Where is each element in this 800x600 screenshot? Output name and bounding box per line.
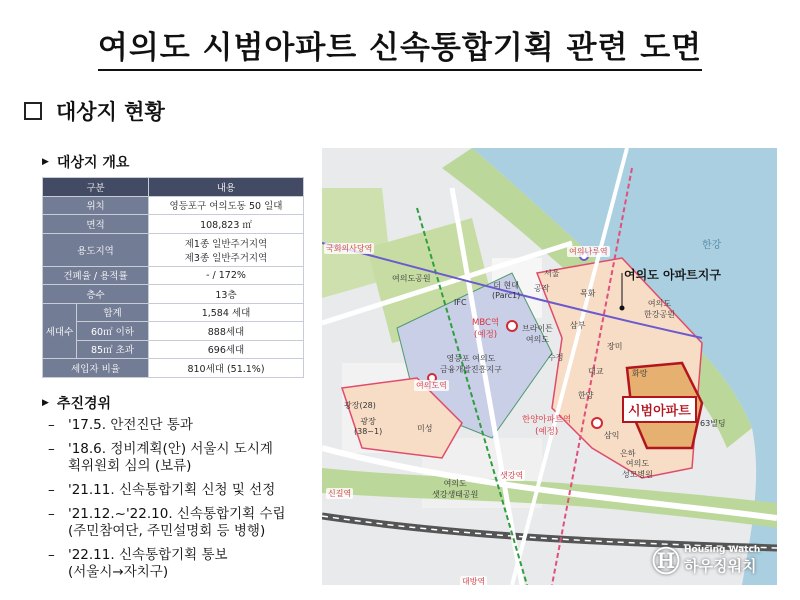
list-item: – '22.11. 신속통합기획 통보 (서울시→자치구) xyxy=(48,547,228,580)
column-header-category: 구분 xyxy=(43,178,149,197)
table-row: 85㎡ 초과 696세대 xyxy=(43,340,304,359)
table-row: 용도지역 제1종 일반주거지역 제3종 일반주거지역 xyxy=(43,233,304,266)
list-item: – '21.11. 신속통합기획 신청 및 선정 xyxy=(48,482,276,498)
triangle-bullet-icon: ▶ xyxy=(42,157,49,167)
triangle-bullet-icon: ▶ xyxy=(42,398,49,408)
page-title: 여의도 시범아파트 신속통합기획 관련 도면 xyxy=(0,22,800,67)
watermark: Ⓗ Housing Watch 하우징워치 xyxy=(652,540,760,580)
map-graphic xyxy=(322,148,777,585)
table-row: 세입자 비율 810세대 (51.1%) xyxy=(43,359,304,378)
list-item: – '21.12.~'22.10. 신속통합기획 수립 (주민참여단, 주민설명회 등 병행) xyxy=(48,506,286,539)
table-header-row xyxy=(43,178,304,197)
housingwatch-logo-icon: Ⓗ xyxy=(652,545,681,578)
table-row: 60㎡ 이하 888세대 xyxy=(43,322,304,341)
table-row: 세대수 합계 1,584 세대 xyxy=(43,303,304,322)
list-item: – '17.5. 안전진단 통과 xyxy=(48,417,193,433)
section-heading xyxy=(24,96,165,126)
table-row: 위치 영등포구 여의도동 50 일대 xyxy=(43,196,304,215)
history-heading: ▶ 추진경위 xyxy=(42,396,112,412)
table-row: 건폐율 / 용적률 - / 172% xyxy=(43,266,304,285)
history-list xyxy=(48,417,318,588)
map-label-sibeom: 시범아파트 xyxy=(622,396,697,423)
overview-heading: ▶ 대상지 개요 xyxy=(42,155,130,171)
list-item: – '18.6. 정비계획(안) 서울시 도시계 획위원회 심의 (보류) xyxy=(48,441,273,474)
section-heading-text: 대상지 현황 xyxy=(56,100,165,124)
map-label-district: 여의도 아파트지구 xyxy=(624,268,721,282)
site-map: 여의도 아파트지구 시범아파트 여의도공원 더 현대 (Parc1) IFC 영등포 여의도 금융개발진흥지구 서울 공작 목화 삼부 브라이튼 여의도 수정 대교 장미 화랑 한양 삼익 은하 광장(28) 광장 (38~1) 미성 여의도 한강공원 한강 MBC역 (예정) 한양아파트역 (예정) 여의나루역 여의도역 국회의사당역 샛강역 신길역 대방역 63빌딩 여의도 성모병원 여의도 샛강생태공원 xyxy=(322,148,777,585)
column-header-content: 내용 xyxy=(149,178,304,197)
checkbox-square-icon xyxy=(24,102,42,120)
overview-table xyxy=(42,177,304,378)
table-row: 층수 13층 xyxy=(43,285,304,304)
table-row: 면적 108,823 ㎡ xyxy=(43,215,304,234)
